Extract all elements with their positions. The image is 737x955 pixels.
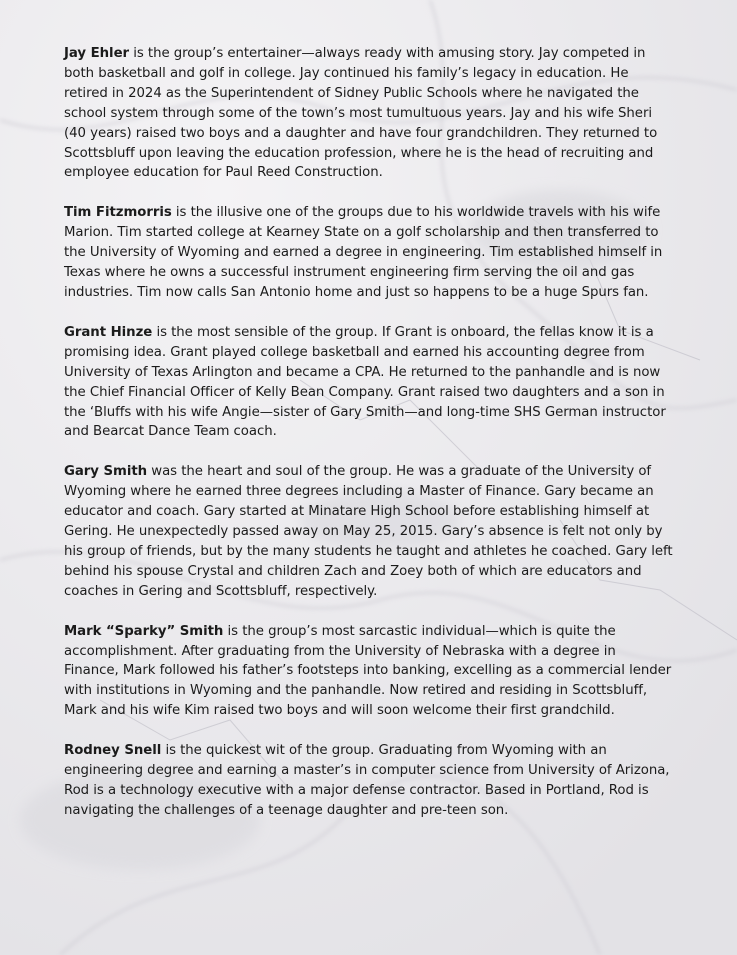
bio-text: is the illusive one of the groups due to his worldwide travels with his wife Marion. Tim started college at Kearney State on a golf scholarship and then transferred to the University of Wyoming and earned a degree in engineering. Tim established himself in Texas where he owns a successful instrument engineering firm serving the oil and gas industries. Tim now calls San Antonio home and just so happens to be a huge Spurs fan. bbox=[64, 205, 663, 300]
bio-mark-smith bbox=[64, 622, 674, 722]
bio-name: Tim Fitzmorris bbox=[64, 205, 172, 221]
bio-tim-fitzmorris bbox=[64, 203, 674, 303]
bio-name: Mark “Sparky” Smith bbox=[64, 623, 224, 639]
bio-jay-ehler bbox=[64, 44, 674, 183]
bio-text: is the group’s most sarcastic individual—which is quite the accomplishment. After graduating from the University of Nebraska with a degree in Finance, Mark followed his father’s footsteps into banking, excelling as a commercial lender with institutions in Wyoming and the panhandle. Now retired and residing in Scottsbluff, Mark and his wife Kim raised two boys and will soon welcome their first grandchild. bbox=[64, 623, 672, 719]
bio-grant-hinze bbox=[64, 323, 674, 442]
bio-name: Grant Hinze bbox=[64, 324, 153, 340]
bio-name: Jay Ehler bbox=[64, 46, 130, 61]
bio-text: is the most sensible of the group. If Grant is onboard, the fellas know it is a promising idea. Grant played college basketball and earned his accounting degree from University of Texas Arlington and became a CPA. He returned to the panhandle and is now the Chief Financial Officer of Kelly Bean Company. Grant raised two daughters and a son in the ‘Bluffs with his wife Angie—sister of Gary Smith—and long-time SHS German instructor and Bearcat Dance Team coach. bbox=[64, 324, 666, 440]
bio-name: Rodney Snell bbox=[64, 743, 162, 759]
bio-rodney-snell bbox=[64, 741, 674, 821]
bio-text: is the group’s entertainer—always ready with amusing story. Jay competed in both basketball and golf in college. Jay continued his family’s legacy in education. He retired in 2024 as the Superintendent of Sidney Public Schools where he navigated the school system through some of the town’s most tumultuous years. Jay and his wife Sheri (40 years) raised two boys and a daughter and have four grandchildren. They returned to Scottsbluff upon leaving the education profession, where he is the head of recruiting and employee education for Paul Reed Construction. bbox=[64, 46, 658, 181]
bio-gary-smith bbox=[64, 462, 674, 601]
bio-name: Gary Smith bbox=[64, 464, 148, 480]
bio-text: is the quickest wit of the group. Graduating from Wyoming with an engineering degree and earning a master’s in computer science from University of Arizona, Rod is a technology executive with a major defense contractor. Based in Portland, Rod is navigating the challenges of a teenage daughter and pre-teen son. bbox=[64, 743, 670, 818]
bio-text: was the heart and soul of the group. He was a graduate of the University of Wyoming where he earned three degrees including a Master of Finance. Gary became an educator and coach. Gary started at Minatare High School before establishing himself at Gering. He unexpectedly passed away on May 25, 2015. Gary’s absence is felt not only by his group of friends, but by the many students he taught and athletes he coached. Gary left behind his spouse Crystal and children Zach and Zoey both of which are educators and coaches in Gering and Scottsbluff, respectively. bbox=[64, 464, 673, 599]
bios-document bbox=[64, 44, 674, 841]
